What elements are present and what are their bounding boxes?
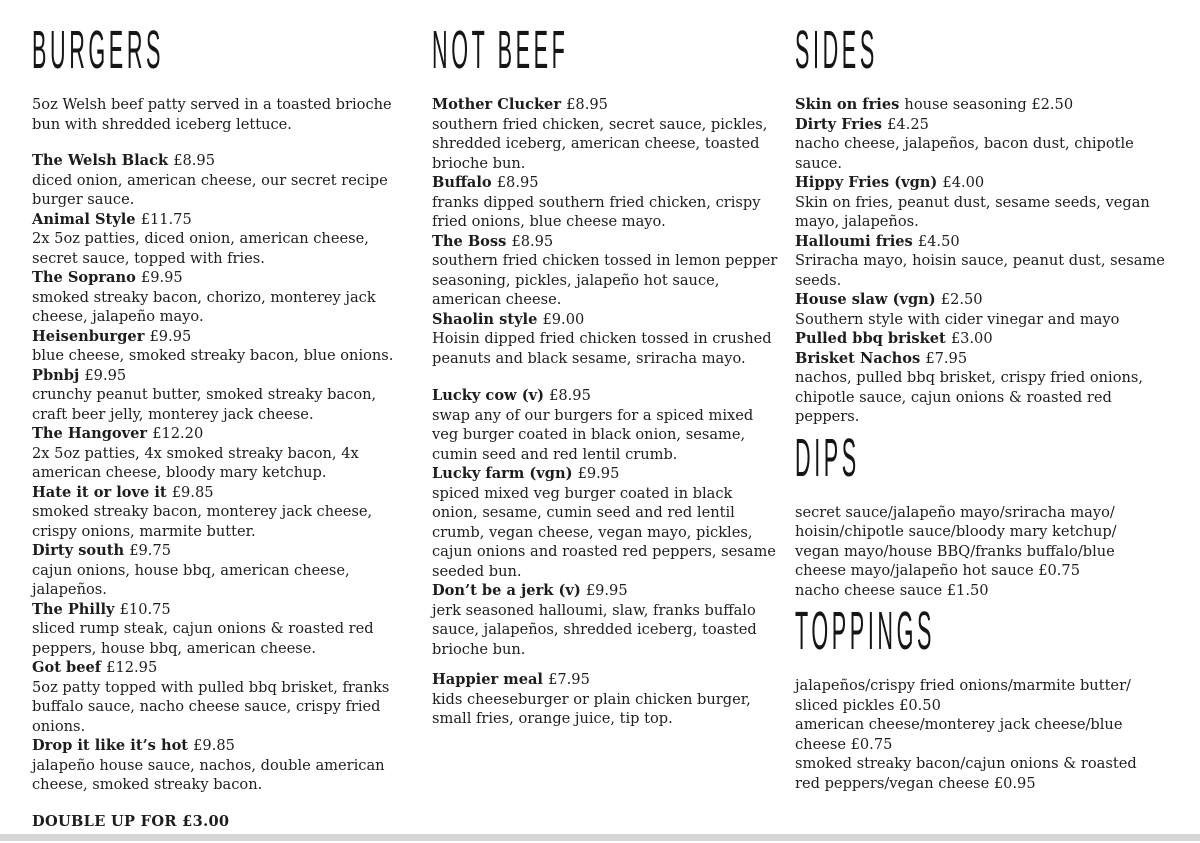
sides-items <box>795 95 1165 427</box>
item-name: Got beef <box>32 659 102 676</box>
item-description: Sriracha mayo, hoisin sauce, peanut dust, sesame seeds. <box>795 252 1165 289</box>
item-price: £8.95 <box>549 387 591 404</box>
menu-item <box>32 658 404 736</box>
item-price: £4.25 <box>887 115 929 133</box>
menu-item <box>432 232 778 310</box>
item-price: £3.00 <box>950 330 993 347</box>
item-price: £9.75 <box>129 542 171 559</box>
toppings-section <box>795 602 1165 793</box>
item-description: cajun onions, house bbq, american cheese, jalapeños. <box>32 561 350 598</box>
item-name: Shaolin style <box>432 310 538 328</box>
menu-item <box>432 581 778 659</box>
burgers-heading: BURGERS <box>32 21 165 81</box>
item-description: 2x 5oz patties, 4x smoked streaky bacon, 4x american cheese, bloody mary ketchup. <box>32 444 359 481</box>
dips-heading: DIPS <box>795 428 860 489</box>
item-description: Skin on fries, peanut dust, sesame seeds, vegan mayo, jalapeños. <box>795 193 1150 230</box>
item-price: £8.95 <box>511 232 554 250</box>
item-price: £9.95 <box>585 582 628 599</box>
menu-item <box>32 327 404 366</box>
menu-item <box>795 329 1165 349</box>
item-price: £9.85 <box>171 483 214 501</box>
item-price: £10.75 <box>119 600 171 618</box>
item-name: Halloumi fries <box>795 232 913 250</box>
menu-item <box>795 349 1165 427</box>
item-description: jerk seasoned halloumi, slaw, franks buffalo sauce, jalapeños, shredded iceberg, toasted brioche bun. <box>432 601 757 658</box>
menu-item <box>32 541 404 600</box>
item-description: crunchy peanut butter, smoked streaky bacon, craft beer jelly, monterey jack cheese. <box>32 386 377 423</box>
item-description: nacho cheese, jalapeños, bacon dust, chipotle sauce. <box>795 135 1134 172</box>
item-description: Southern style with cider vinegar and mayo <box>795 310 1120 328</box>
toppings-heading: TOPPINGS <box>795 602 936 662</box>
menu-item <box>795 115 1165 174</box>
item-description: 2x 5oz patties, diced onion, american cheese, secret sauce, topped with fries. <box>32 230 369 267</box>
item-description: southern fried chicken, secret sauce, pickles, shredded iceberg, american cheese, toasted brioche bun. <box>432 115 768 172</box>
item-price: £9.95 <box>84 366 127 384</box>
menu-text-line: sliced pickles £0.50 <box>795 696 941 714</box>
item-price: £8.95 <box>173 152 215 169</box>
menu-item <box>432 464 778 581</box>
menu-item <box>432 173 778 232</box>
item-name: Hippy Fries (vgn) <box>795 174 938 191</box>
item-name: Hate it or love it <box>32 483 167 501</box>
item-price: £9.95 <box>140 269 183 286</box>
item-price: £11.75 <box>140 210 192 228</box>
burgers-column <box>32 21 404 831</box>
item-description: 5oz patty topped with pulled bbq brisket, franks buffalo sauce, nacho cheese sauce, crispy fried onions. <box>32 678 390 735</box>
item-price: £4.00 <box>942 174 985 191</box>
sides-heading: SIDES <box>795 21 878 81</box>
item-description: smoked streaky bacon, chorizo, monterey jack cheese, jalapeño mayo. <box>32 288 376 325</box>
menu-item <box>795 290 1165 329</box>
not-beef-column <box>432 21 778 729</box>
item-price: £4.50 <box>917 232 960 250</box>
item-name: Brisket Nachos <box>795 349 921 367</box>
item-price: £9.00 <box>542 310 585 328</box>
menu-item <box>32 483 404 542</box>
item-description: sliced rump steak, cajun onions & roasted red peppers, house bbq, american cheese. <box>32 620 374 657</box>
item-description: Hoisin dipped fried chicken tossed in crushed peanuts and black sesame, sriracha mayo. <box>432 330 772 367</box>
toppings-heading-wrap <box>795 602 1165 667</box>
item-name: The Soprano <box>32 269 136 286</box>
item-name: The Hangover <box>32 425 148 442</box>
not-beef-heading: NOT BEEF <box>432 21 569 81</box>
item-name: The Welsh Black <box>32 152 169 169</box>
item-name: Mother Clucker <box>432 96 562 113</box>
item-description: diced onion, american cheese, our secret recipe burger sauce. <box>32 171 388 208</box>
menu-text-line: secret sauce/jalapeño mayo/sriracha mayo/ <box>795 503 1115 521</box>
item-price: £9.95 <box>149 327 192 345</box>
item-price: £8.95 <box>496 174 539 191</box>
dips-heading-wrap <box>795 428 1165 494</box>
menu-item <box>32 268 404 327</box>
item-name: Buffalo <box>432 174 492 191</box>
menu-text-line: hoisin/chipotle sauce/bloody mary ketchup/ <box>795 523 1117 540</box>
menu-item <box>32 366 404 425</box>
menu-item <box>432 95 778 173</box>
item-name: Lucky cow (v) <box>432 387 544 404</box>
menu-text-line: jalapeños/crispy fried onions/marmite butter/ <box>795 677 1131 694</box>
item-name: Skin on fries <box>795 96 900 113</box>
not-beef-veggie-group <box>432 386 778 659</box>
item-description: smoked streaky bacon, monterey jack cheese, crispy onions, marmite butter. <box>32 503 373 540</box>
horizontal-scrollbar[interactable] <box>0 834 1200 841</box>
item-price: £12.20 <box>152 425 204 442</box>
item-name: Pbnbj <box>32 366 80 384</box>
menu-item <box>432 386 778 464</box>
item-description: swap any of our burgers for a spiced mixed veg burger coated in black onion, sesame, cumin seed and red lentil crumb. <box>432 406 754 463</box>
item-price: £7.95 <box>925 349 968 367</box>
menu-item <box>795 173 1165 232</box>
item-name: The Boss <box>432 232 507 250</box>
menu-item <box>32 736 404 795</box>
item-subtext: house seasoning <box>904 96 1027 113</box>
not-beef-heading-wrap <box>432 21 778 86</box>
item-price: £9.95 <box>577 465 620 482</box>
burgers-heading-wrap <box>32 21 404 86</box>
not-beef-chicken-group <box>432 95 778 368</box>
item-description: kids cheeseburger or plain chicken burger, small fries, orange juice, tip top. <box>432 690 751 727</box>
menu-item <box>32 210 404 269</box>
item-price: £7.95 <box>548 671 590 688</box>
item-name: Pulled bbq brisket <box>795 330 946 347</box>
burgers-items <box>32 151 404 795</box>
menu-item <box>32 151 404 210</box>
item-price: £2.50 <box>940 291 983 308</box>
menu-item <box>32 600 404 659</box>
not-beef-kids-group <box>432 670 778 729</box>
item-name: Lucky farm (vgn) <box>432 465 573 482</box>
menu-item <box>432 310 778 369</box>
dips-lines <box>795 503 1165 601</box>
item-name: Happier meal <box>432 671 543 688</box>
item-name: Don’t be a jerk (v) <box>432 582 581 599</box>
sides-heading-wrap <box>795 21 1165 86</box>
menu-text-line: cheese mayo/jalapeño hot sauce £0.75 <box>795 562 1080 579</box>
item-name: The Philly <box>32 600 115 618</box>
item-price: £8.95 <box>566 96 608 113</box>
menu-text-line: american cheese/monterey jack cheese/blue <box>795 716 1123 733</box>
menu-text-line: red peppers/vegan cheese £0.95 <box>795 774 1036 792</box>
burgers-intro: 5oz Welsh beef patty served in a toasted brioche bun with shredded iceberg lettuce. <box>32 96 392 133</box>
dips-section <box>795 428 1165 601</box>
menu-item <box>32 424 404 483</box>
item-name: Heisenburger <box>32 327 145 345</box>
item-name: Dirty south <box>32 542 125 559</box>
item-description: nachos, pulled bbq brisket, crispy fried onions, chipotle sauce, cajun onions & roasted red peppers. <box>795 369 1144 425</box>
item-description: southern fried chicken tossed in lemon pepper seasoning, pickles, jalapeño hot sauce, american cheese. <box>432 252 778 308</box>
item-description: spiced mixed veg burger coated in black onion, sesame, cumin seed and red lentil crumb, vegan cheese, vegan mayo, pickles, cajun onions and roasted red peppers, sesame seeded bun. <box>432 484 776 580</box>
menu-item <box>795 232 1165 291</box>
item-description: jalapeño house sauce, nachos, double american cheese, smoked streaky bacon. <box>32 756 385 793</box>
sides-column <box>795 21 1165 793</box>
item-description: blue cheese, smoked streaky bacon, blue onions. <box>32 347 394 364</box>
menu-text-line: vegan mayo/house BBQ/franks buffalo/blue <box>795 542 1115 560</box>
menu-text-line: nacho cheese sauce £1.50 <box>795 581 989 599</box>
double-up-note: DOUBLE UP FOR £3.00 <box>32 812 230 830</box>
menu-item <box>795 95 1165 115</box>
item-name: Animal Style <box>32 210 136 228</box>
item-name: Drop it like it’s hot <box>32 737 189 754</box>
menu-text-line: cheese £0.75 <box>795 735 893 753</box>
item-price: £2.50 <box>1031 96 1074 113</box>
item-price: £9.85 <box>193 737 235 754</box>
menu-item <box>432 670 778 729</box>
item-name: Dirty Fries <box>795 115 883 133</box>
item-price: £12.95 <box>106 659 158 676</box>
item-name: House slaw (vgn) <box>795 291 936 308</box>
menu-text-line: smoked streaky bacon/cajun onions & roasted <box>795 755 1137 772</box>
item-description: franks dipped southern fried chicken, crispy fried onions, blue cheese mayo. <box>432 193 761 230</box>
toppings-lines <box>795 676 1165 793</box>
